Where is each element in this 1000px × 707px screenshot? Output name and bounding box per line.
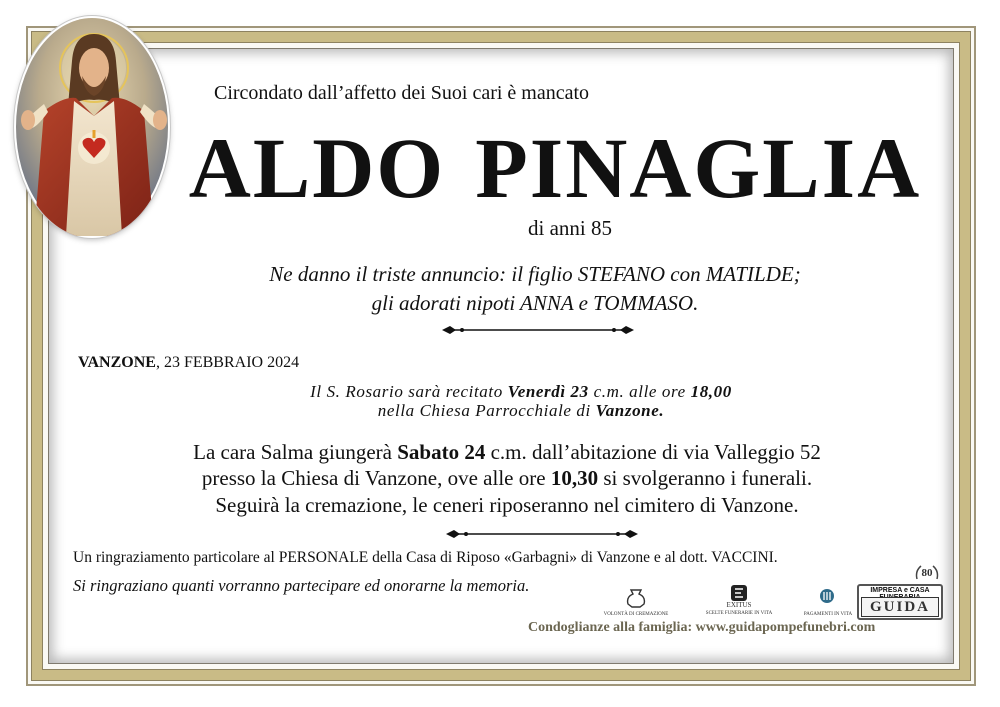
exitus-icon [730, 584, 748, 602]
last-name: PINAGLIA [475, 120, 922, 216]
date: , 23 FEBBRAIO 2024 [155, 354, 300, 371]
anniversary-badge: 80 [913, 563, 941, 583]
website-line: Condoglianze alla famiglia: www.guidapompefunebri.com [528, 620, 876, 635]
ornament-divider-2 [444, 529, 640, 539]
age-line: di anni 85 [528, 216, 612, 240]
guida-logo [857, 584, 943, 620]
thanks-line: Un ringraziamento particolare al PERSONALE della Casa di Riposo «Garbagni» di Vanzone e al dott. VACCINI. [73, 549, 778, 566]
guida-wordmark: GUIDA [861, 597, 939, 617]
ornament-divider-1 [440, 325, 636, 335]
rosary-line-2: nella Chiesa Parrocchiale di Vanzone. [377, 401, 665, 420]
intro-line: Circondato dall’affetto dei Suoi cari è mancato [214, 82, 590, 104]
place-date [78, 354, 299, 372]
funeral-line-3: Seguirà la cremazione, le ceneri riposeranno nel cimitero di Vanzone. [215, 493, 799, 517]
urn-icon [622, 587, 650, 609]
pagamenti-icon [819, 588, 835, 604]
funeral-line-2: presso la Chiesa di Vanzone, ove alle ore 10,30 si svolgeranno i funerali. [201, 466, 813, 490]
place: VANZONE [78, 354, 156, 371]
deceased-name [0, 118, 1000, 218]
announcement-line-2: gli adorati nipoti ANNA e TOMMASO. [371, 291, 699, 315]
guida-subtitle: IMPRESA e CASA [870, 587, 930, 594]
first-name: ALDO [188, 120, 446, 216]
funeral-line-1: La cara Salma giungerà Sabato 24 c.m. dall’abitazione di via Valleggio 52 [193, 440, 821, 464]
thanks-line-2: Si ringraziano quanti vorranno partecipare ed onorarne la memoria. [73, 576, 530, 595]
rosary-line-1: Il S. Rosario sarà recitato Venerdì 23 c.m. alle ore 18,00 [310, 382, 732, 401]
announcement-line-1: Ne danno il triste annuncio: il figlio STEFANO con MATILDE; [269, 262, 801, 286]
